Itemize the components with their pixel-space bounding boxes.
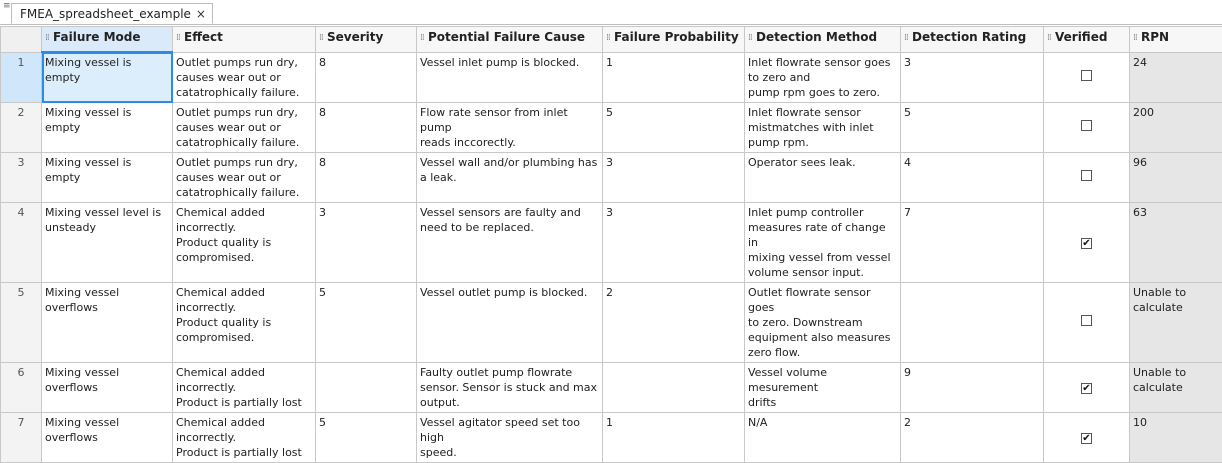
table-row [1, 203, 1222, 283]
cell-verified [1044, 413, 1130, 463]
cell-verified [1044, 153, 1130, 203]
table-row [1, 283, 1222, 363]
cell-cause[interactable]: Vessel agitator speed set too high speed. [417, 413, 603, 463]
drag-handle-icon[interactable]: ⁞⁞ [748, 31, 754, 46]
cell-effect[interactable]: Outlet pumps run dry, causes wear out or catatrophically failure. [173, 153, 316, 203]
cell-detection[interactable]: Inlet pump controller measures rate of change in mixing vessel from vessel volume sensor input. [745, 203, 901, 283]
cell-rating[interactable]: 4 [901, 153, 1044, 203]
drag-handle-icon[interactable]: ⁞⁞ [904, 31, 910, 46]
tab-bar [0, 0, 1222, 25]
cell-failure-mode[interactable]: Mixing vessel overflows [42, 413, 173, 463]
cell-verified [1044, 203, 1130, 283]
cell-severity[interactable]: 8 [316, 103, 417, 153]
cell-effect[interactable]: Chemical added incorrectly. Product is partially lost [173, 363, 316, 413]
close-icon[interactable]: × [196, 7, 206, 21]
cell-probability[interactable]: 3 [603, 153, 745, 203]
cell-probability[interactable]: 5 [603, 103, 745, 153]
cell-detection[interactable]: Outlet flowrate sensor goes to zero. Downstream equipment also measures zero flow. [745, 283, 901, 363]
table-row [1, 52, 1222, 103]
verified-checkbox[interactable]: ✔ [1081, 238, 1092, 249]
cell-effect[interactable]: Chemical added incorrectly. Product quality is compromised. [173, 283, 316, 363]
header-row [1, 27, 1222, 53]
cell-severity[interactable]: 8 [316, 52, 417, 103]
row-number[interactable]: 1 [1, 52, 42, 103]
cell-rating[interactable]: 7 [901, 203, 1044, 283]
drag-handle-icon[interactable]: ⁞⁞ [420, 31, 426, 46]
verified-checkbox[interactable] [1081, 315, 1092, 326]
verified-checkbox[interactable]: ✔ [1081, 433, 1092, 444]
drag-handle-icon[interactable]: ⁞⁞ [176, 31, 182, 46]
verified-checkbox[interactable] [1081, 70, 1092, 81]
cell-rating[interactable]: 5 [901, 103, 1044, 153]
row-number[interactable]: 4 [1, 203, 42, 283]
cell-probability[interactable]: 3 [603, 203, 745, 283]
drag-handle-icon[interactable]: ⁞⁞ [45, 31, 51, 46]
cell-detection[interactable]: Vessel volume mesurement drifts [745, 363, 901, 413]
cell-cause[interactable]: Vessel sensors are faulty and need to be replaced. [417, 203, 603, 283]
cell-failure-mode[interactable]: Mixing vessel overflows [42, 363, 173, 413]
tab-title: FMEA_spreadsheet_example [20, 7, 191, 21]
cell-effect[interactable]: Chemical added incorrectly. Product quality is compromised. [173, 203, 316, 283]
cell-probability[interactable]: 1 [603, 52, 745, 103]
header-verified[interactable]: ⁞⁞ Verified [1044, 27, 1130, 53]
table-row [1, 363, 1222, 413]
verified-checkbox[interactable] [1081, 120, 1092, 131]
cell-rating[interactable]: 3 [901, 52, 1044, 103]
cell-probability[interactable] [603, 363, 745, 413]
table-row [1, 153, 1222, 203]
drag-handle-icon[interactable]: ⁞⁞ [319, 31, 325, 46]
cell-failure-mode[interactable]: Mixing vessel is empty [42, 153, 173, 203]
cell-detection[interactable]: Inlet flowrate sensor mistmatches with inlet pump rpm. [745, 103, 901, 153]
cell-detection[interactable]: Inlet flowrate sensor goes to zero and pump rpm goes to zero. [745, 52, 901, 103]
header-detection[interactable]: ⁞⁞ Detection Method [745, 27, 901, 53]
cell-rpn: 200 [1130, 103, 1222, 153]
cell-effect[interactable]: Chemical added incorrectly. Product is partially lost [173, 413, 316, 463]
cell-severity[interactable]: 3 [316, 203, 417, 283]
cell-severity[interactable] [316, 363, 417, 413]
fmea-table [0, 26, 1222, 463]
cell-rating[interactable] [901, 283, 1044, 363]
cell-verified [1044, 363, 1130, 413]
header-cause[interactable]: ⁞⁞ Potential Failure Cause [417, 27, 603, 53]
cell-effect[interactable]: Outlet pumps run dry, causes wear out or catatrophically failure. [173, 52, 316, 103]
corner-header[interactable] [1, 27, 42, 53]
header-effect[interactable]: ⁞⁞ Effect [173, 27, 316, 53]
cell-cause[interactable]: Faulty outlet pump flowrate sensor. Sensor is stuck and max output. [417, 363, 603, 413]
cell-verified [1044, 103, 1130, 153]
cell-severity[interactable]: 8 [316, 153, 417, 203]
cell-rpn: Unable to calculate [1130, 283, 1222, 363]
header-rating[interactable]: ⁞⁞ Detection Rating [901, 27, 1044, 53]
cell-detection[interactable]: N/A [745, 413, 901, 463]
row-number[interactable]: 5 [1, 283, 42, 363]
cell-rpn: 24 [1130, 52, 1222, 103]
cell-rpn: Unable to calculate [1130, 363, 1222, 413]
cell-effect[interactable]: Outlet pumps run dry, causes wear out or catatrophically failure. [173, 103, 316, 153]
cell-rpn: 96 [1130, 153, 1222, 203]
row-number[interactable]: 2 [1, 103, 42, 153]
cell-rating[interactable]: 9 [901, 363, 1044, 413]
header-severity[interactable]: ⁞⁞ Severity [316, 27, 417, 53]
cell-detection[interactable]: Operator sees leak. [745, 153, 901, 203]
verified-checkbox[interactable]: ✔ [1081, 383, 1092, 394]
header-probability[interactable]: ⁞⁞ Failure Probability [603, 27, 745, 53]
cell-verified [1044, 283, 1130, 363]
cell-failure-mode[interactable]: Mixing vessel is empty [42, 103, 173, 153]
row-number[interactable]: 7 [1, 413, 42, 463]
cell-rpn: 63 [1130, 203, 1222, 283]
table-row [1, 103, 1222, 153]
tab-fmea-spreadsheet[interactable] [11, 3, 213, 24]
drag-handle-icon[interactable]: ⁞⁞ [1047, 31, 1053, 46]
verified-checkbox[interactable] [1081, 170, 1092, 181]
cell-cause[interactable]: Vessel inlet pump is blocked. [417, 52, 603, 103]
table-row [1, 413, 1222, 463]
drag-handle-icon[interactable]: ⁞⁞ [1133, 31, 1139, 46]
cell-failure-mode[interactable]: Mixing vessel level is unsteady [42, 203, 173, 283]
header-rpn[interactable]: ⁞⁞ RPN [1130, 27, 1222, 53]
cell-verified [1044, 52, 1130, 103]
cell-cause[interactable]: Vessel outlet pump is blocked. [417, 283, 603, 363]
grip-icon[interactable]: ≡ [3, 3, 9, 15]
cell-rating[interactable]: 2 [901, 413, 1044, 463]
cell-probability[interactable]: 2 [603, 283, 745, 363]
cell-failure-mode[interactable]: Mixing vessel overflows [42, 283, 173, 363]
cell-probability[interactable]: 1 [603, 413, 745, 463]
cell-severity[interactable]: 5 [316, 283, 417, 363]
cell-severity[interactable]: 5 [316, 413, 417, 463]
drag-handle-icon[interactable]: ⁞⁞ [606, 31, 612, 46]
row-number[interactable]: 6 [1, 363, 42, 413]
row-number[interactable]: 3 [1, 153, 42, 203]
cell-cause[interactable]: Flow rate sensor from inlet pump reads inccorectly. [417, 103, 603, 153]
header-failure-mode[interactable]: ⁞⁞ Failure Mode [42, 27, 173, 53]
cell-failure-mode[interactable]: Mixing vessel is empty [42, 52, 173, 103]
cell-rpn: 10 [1130, 413, 1222, 463]
cell-cause[interactable]: Vessel wall and/or plumbing has a leak. [417, 153, 603, 203]
